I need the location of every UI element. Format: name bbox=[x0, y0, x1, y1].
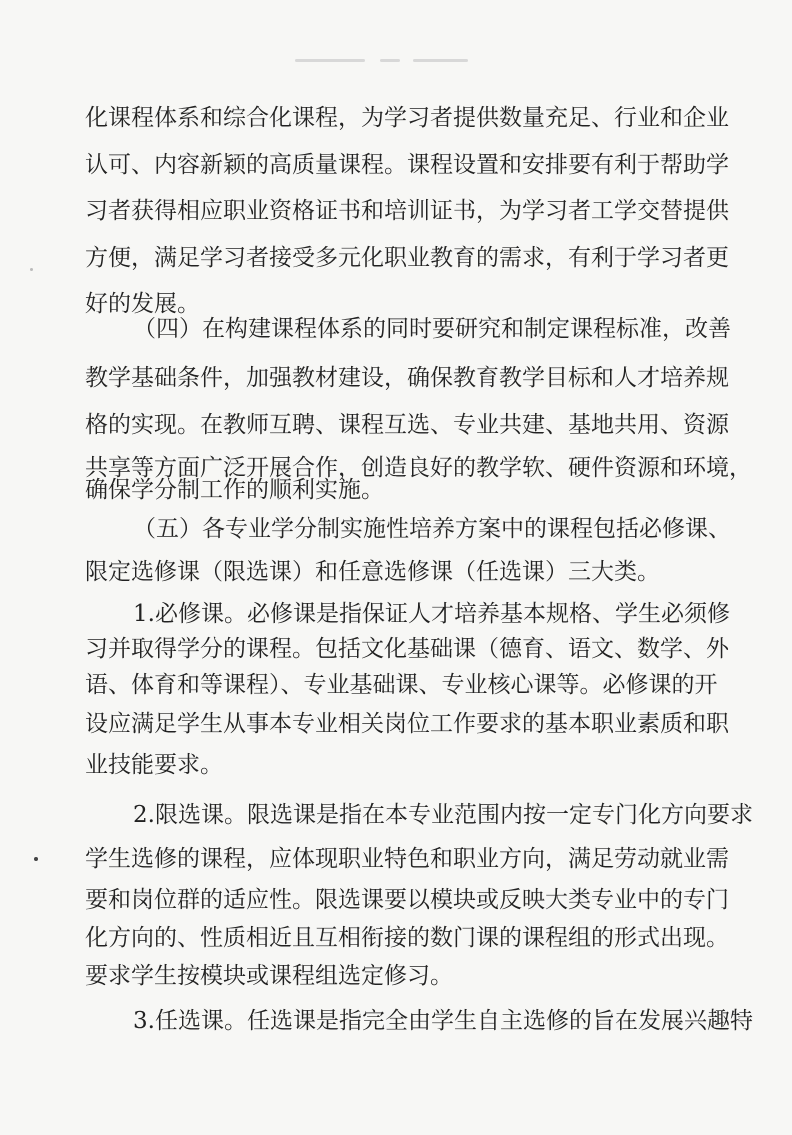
text-line: 设应满足学生从事本专业相关岗位工作要求的基本职业素质和职 bbox=[85, 711, 729, 737]
text-line: 认可、内容新颖的高质量课程。课程设置和安排要有利于帮助学 bbox=[85, 152, 729, 178]
text-line: （五）各专业学分制实施性培养方案中的课程包括必修课、 bbox=[133, 516, 731, 542]
text-line: 限定选修课（限选课）和任意选修课（任选课）三大类。 bbox=[85, 559, 660, 585]
text-line: 业技能要求。 bbox=[85, 752, 223, 778]
text-line: 好的发展。 bbox=[85, 291, 200, 317]
text-line: 3.任选课。任选课是指完全由学生自主选修的旨在发展兴趣特 bbox=[133, 1008, 753, 1034]
text-line: 2.限选课。限选课是指在本专业范围内按一定专门化方向要求 bbox=[133, 802, 753, 828]
text-line: 学生选修的课程，应体现职业特色和职业方向，满足劳动就业需 bbox=[85, 846, 729, 872]
text-line: 语、体育和等课程）、专业基础课、专业核心课等。必修课的开 bbox=[85, 672, 718, 698]
binding-mark-bottom bbox=[34, 857, 38, 861]
text-line: 共享等方面广泛开展合作，创造良好的教学软、硬件资源和环境， bbox=[85, 455, 752, 481]
text-line: （四）在构建课程体系的同时要研究和制定课程标准，改善 bbox=[133, 316, 731, 342]
text-line: 格的实现。在教师互聘、课程互选、专业共建、基地共用、资源 bbox=[85, 412, 729, 438]
text-line: 化方向的、性质相近且互相衔接的数门课的课程组的形式出现。 bbox=[85, 925, 729, 951]
text-line: 确保学分制工作的顺利实施。 bbox=[85, 477, 384, 503]
binding-mark-top bbox=[30, 268, 33, 271]
text-line: 方便，满足学习者接受多元化职业教育的需求，有利于学习者更 bbox=[85, 245, 729, 271]
text-line: 1.必修课。必修课是指保证人才培养基本规格、学生必须修 bbox=[133, 601, 730, 627]
faded-header-mark bbox=[295, 55, 545, 67]
text-line: 化课程体系和综合化课程，为学习者提供数量充足、行业和企业 bbox=[85, 105, 729, 131]
text-line: 要和岗位群的适应性。限选课要以模块或反映大类专业中的专门 bbox=[85, 887, 729, 913]
text-line: 要求学生按模块或课程组选定修习。 bbox=[85, 963, 453, 989]
text-line: 习并取得学分的课程。包括文化基础课（德育、语文、数学、外 bbox=[85, 636, 729, 662]
text-line: 习者获得相应职业资格证书和培训证书，为学习者工学交替提供 bbox=[85, 198, 729, 224]
text-line: 教学基础条件，加强教材建设，确保教育教学目标和人才培养规 bbox=[85, 365, 729, 391]
